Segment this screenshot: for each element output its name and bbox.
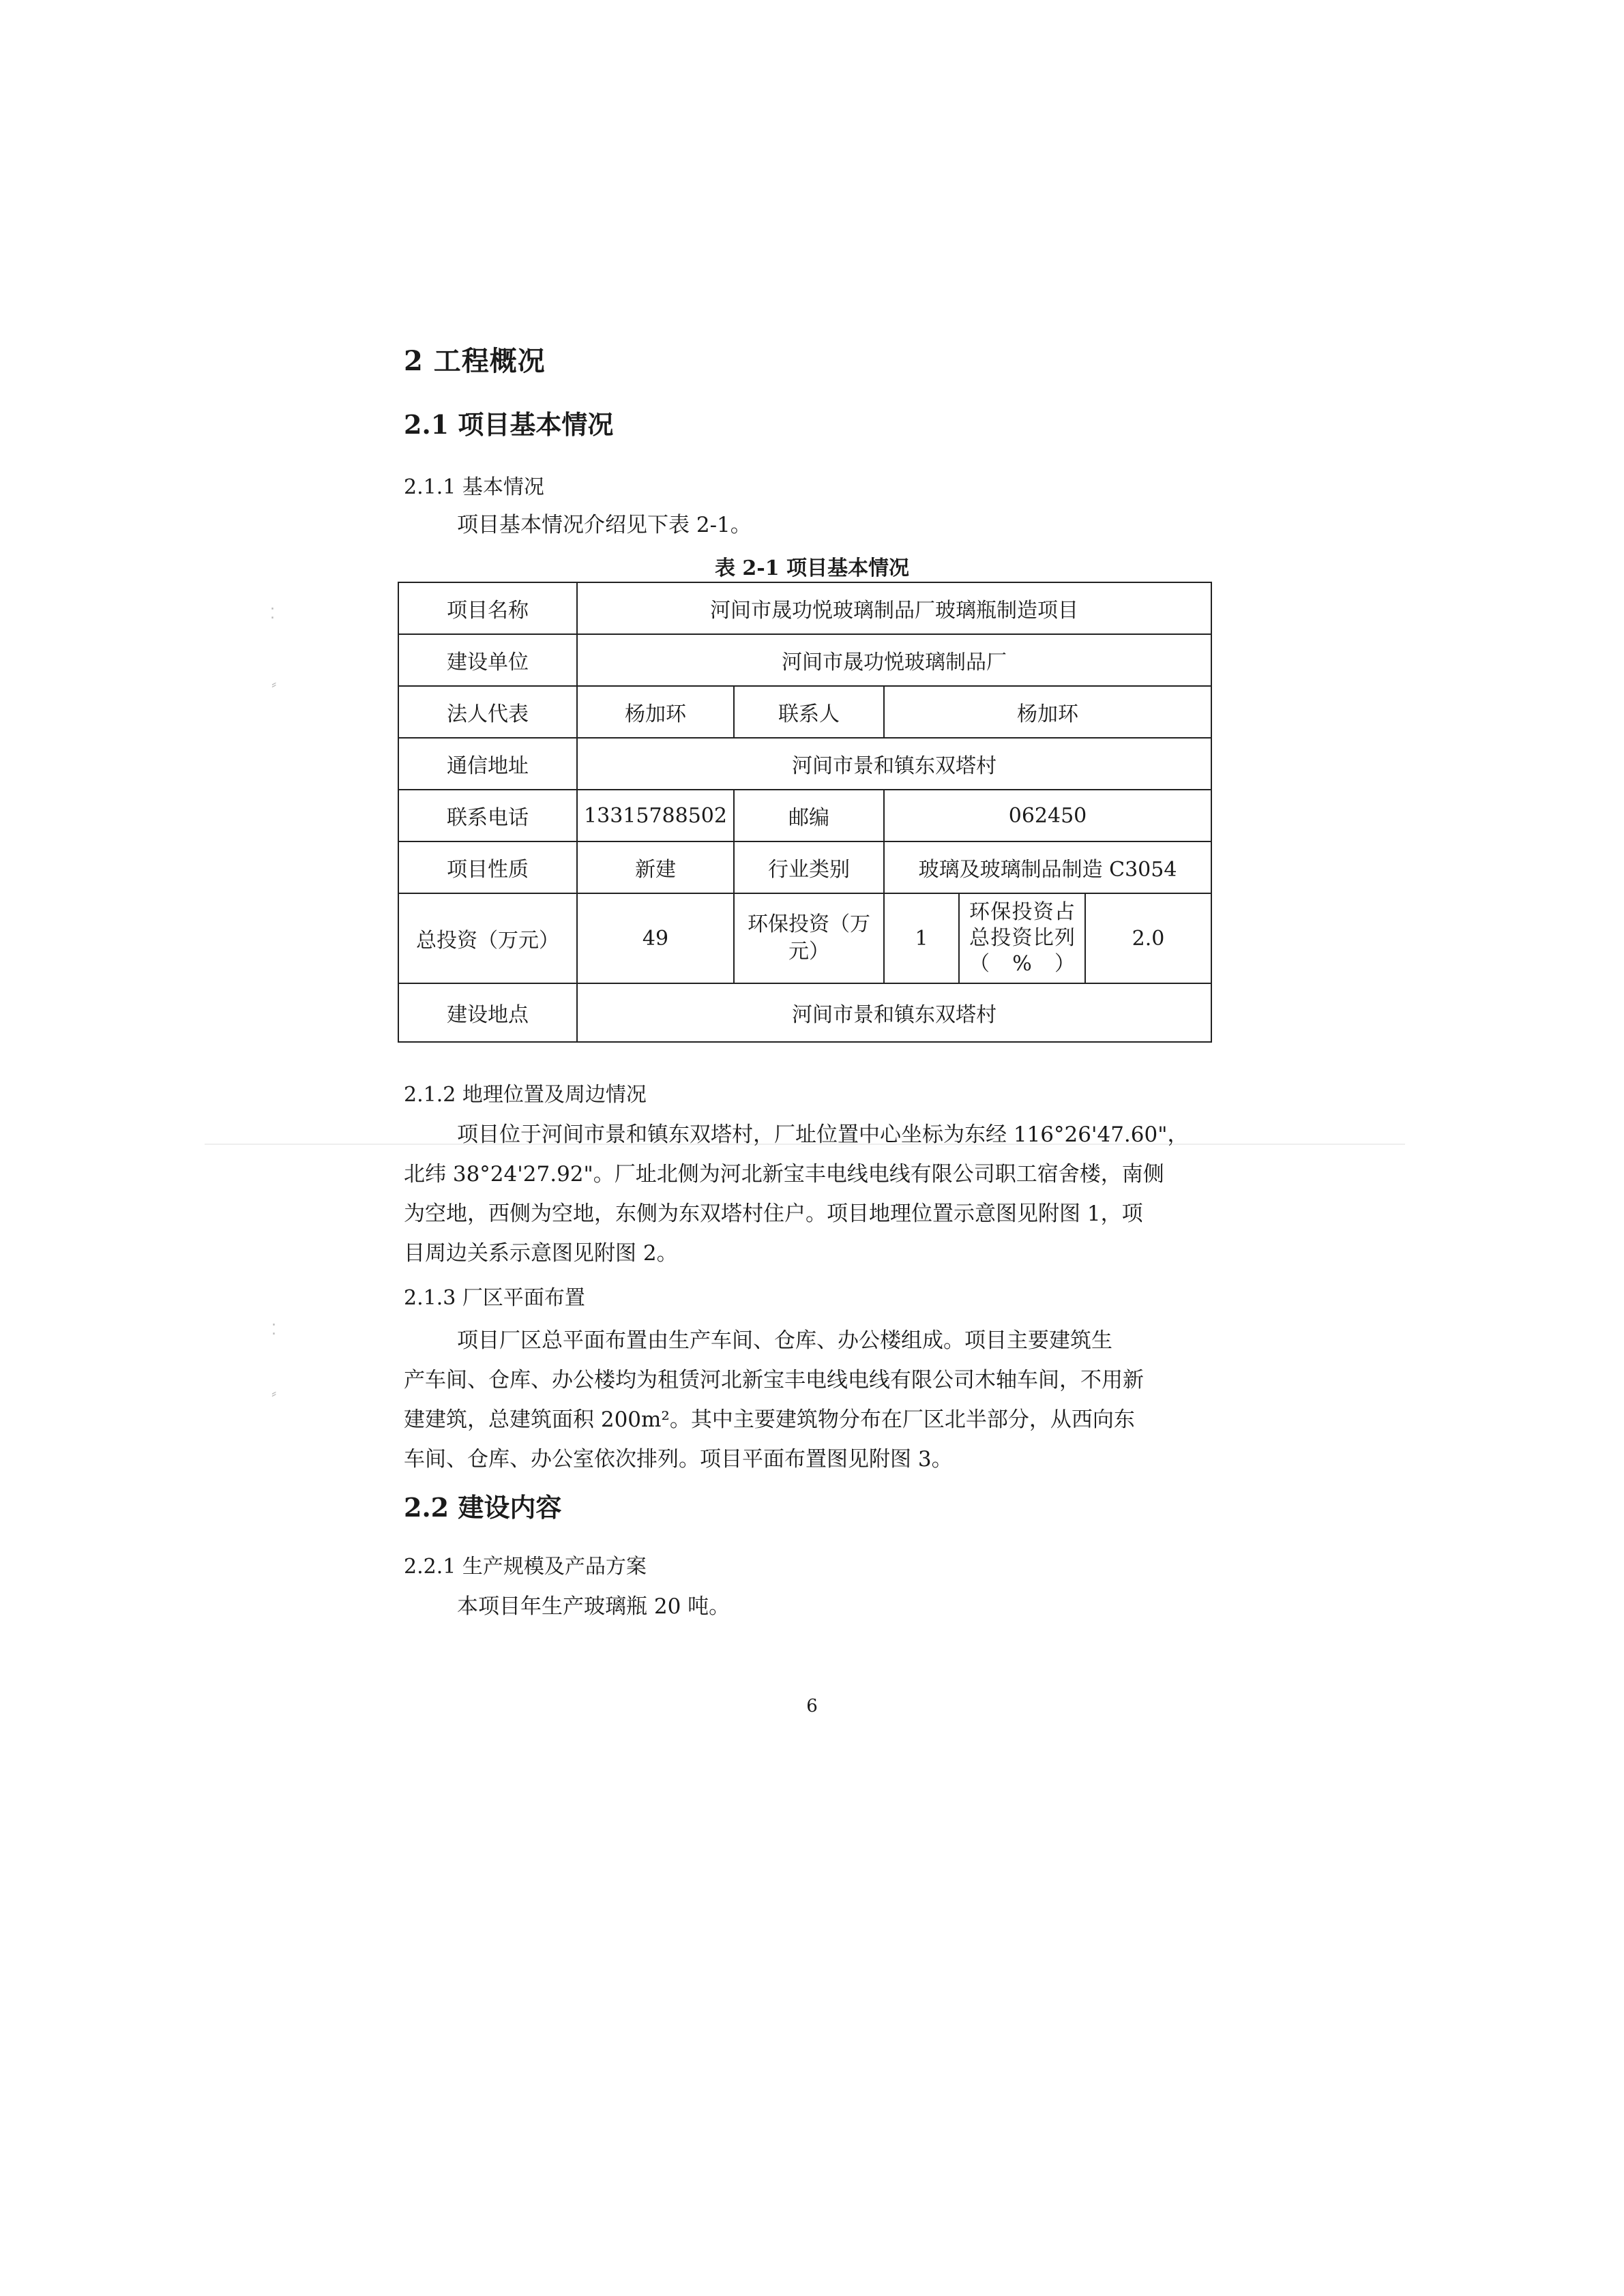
chapter-heading: 2 工程概况 xyxy=(404,345,546,377)
scan-speck: ⁚ xyxy=(271,1322,276,1339)
location-paragraph-line: 目周边关系示意图见附图 2。 xyxy=(404,1241,678,1266)
layout-paragraph-line: 产车间、仓库、办公楼均为租赁河北新宝丰电线电线有限公司木轴车间，不用新 xyxy=(404,1368,1144,1392)
layout-paragraph-line: 车间、仓库、办公室依次排列。项目平面布置图见附图 3。 xyxy=(404,1447,953,1472)
legal-rep-value: 杨加环 xyxy=(577,686,734,738)
production-scale-text: 本项目年生产玻璃瓶 20 吨。 xyxy=(457,1594,730,1619)
subsection-heading-2-1-3: 2.1.3 厂区平面布置 xyxy=(404,1286,585,1310)
page-number: 6 xyxy=(806,1696,818,1716)
env-invest-value: 1 xyxy=(884,893,959,983)
env-invest-label: 环保投资（万元） xyxy=(734,893,884,983)
contact-label: 联系人 xyxy=(734,686,884,738)
table-row xyxy=(398,841,1211,893)
table-row xyxy=(398,686,1211,738)
industry-value: 玻璃及玻璃制品制造 C3054 xyxy=(884,841,1211,893)
legal-rep-label: 法人代表 xyxy=(398,686,577,738)
total-invest-value: 49 xyxy=(577,893,734,983)
project-name-value: 河间市晟功悦玻璃制品厂玻璃瓶制造项目 xyxy=(577,582,1211,634)
table-row xyxy=(398,790,1211,841)
scan-speck: ⸗ xyxy=(271,676,277,693)
scan-speck: ⁚ xyxy=(270,606,275,623)
contact-value: 杨加环 xyxy=(884,686,1211,738)
table-row xyxy=(398,634,1211,686)
subsection-heading-2-1-1: 2.1.1 基本情况 xyxy=(404,475,544,499)
location-paragraph-line: 北纬 38°24'27.92"。厂址北侧为河北新宝丰电线电线有限公司职工宿舍楼，南侧 xyxy=(404,1162,1164,1187)
table-row xyxy=(398,582,1211,634)
postcode-label: 邮编 xyxy=(734,790,884,841)
table-row xyxy=(398,983,1211,1042)
subsection-heading-2-2-1: 2.2.1 生产规模及产品方案 xyxy=(404,1555,647,1579)
phone-value: 13315788502 xyxy=(577,790,734,841)
industry-label: 行业类别 xyxy=(734,841,884,893)
nature-label: 项目性质 xyxy=(398,841,577,893)
project-info-table xyxy=(398,582,1212,1043)
subsection-heading-2-1-2: 2.1.2 地理位置及周边情况 xyxy=(404,1083,647,1107)
location-paragraph-line: 为空地，西侧为空地，东侧为东双塔村住户。项目地理位置示意图见附图 1，项 xyxy=(404,1202,1143,1226)
address-label: 通信地址 xyxy=(398,738,577,790)
builder-value: 河间市晟功悦玻璃制品厂 xyxy=(577,634,1211,686)
postcode-value: 062450 xyxy=(884,790,1211,841)
invest-ratio-label: 环保投资占总投资比列（%） xyxy=(959,893,1085,983)
section-heading-2-1: 2.1 项目基本情况 xyxy=(404,409,614,440)
phone-label: 联系电话 xyxy=(398,790,577,841)
site-label: 建设地点 xyxy=(398,983,577,1042)
project-name-label: 项目名称 xyxy=(398,582,577,634)
table-row xyxy=(398,738,1211,790)
location-paragraph-line: 项目位于河间市景和镇东双塔村，厂址位置中心坐标为东经 116°26'47.60"， xyxy=(457,1122,1189,1147)
intro-paragraph: 项目基本情况介绍见下表 2-1。 xyxy=(457,513,752,537)
address-value: 河间市景和镇东双塔村 xyxy=(577,738,1211,790)
invest-ratio-value: 2.0 xyxy=(1085,893,1211,983)
nature-value: 新建 xyxy=(577,841,734,893)
total-invest-label: 总投资（万元） xyxy=(398,893,577,983)
table-caption: 表 2-1 项目基本情况 xyxy=(714,556,910,580)
builder-label: 建设单位 xyxy=(398,634,577,686)
table-row xyxy=(398,893,1211,983)
layout-paragraph-line: 建建筑，总建筑面积 200m²。其中主要建筑物分布在厂区北半部分，从西向东 xyxy=(404,1407,1135,1432)
section-heading-2-2: 2.2 建设内容 xyxy=(404,1492,562,1523)
site-value: 河间市景和镇东双塔村 xyxy=(577,983,1211,1042)
layout-paragraph-line: 项目厂区总平面布置由生产车间、仓库、办公楼组成。项目主要建筑生 xyxy=(457,1328,1112,1353)
scan-speck: ⸗ xyxy=(271,1385,277,1402)
